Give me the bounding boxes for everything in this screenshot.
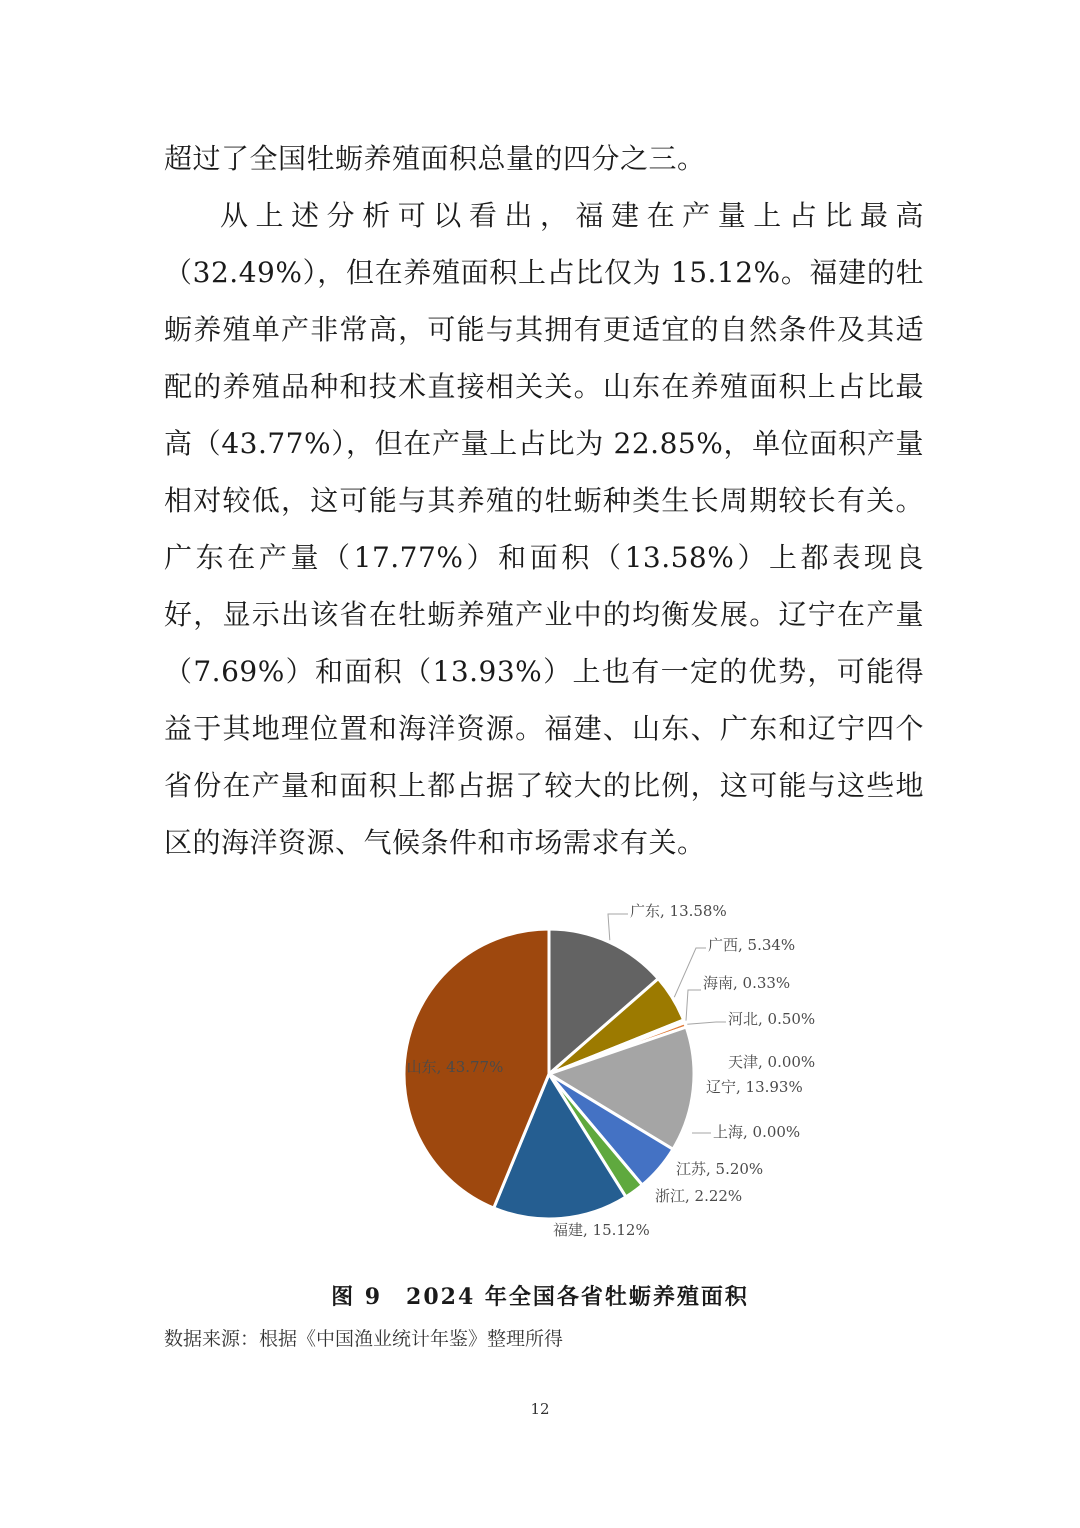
slice-label: 上海, 0.00% [713, 1123, 801, 1141]
leader-line [608, 914, 628, 940]
slice-label: 山东, 43.77% [406, 1058, 504, 1076]
slice-label: 福建, 15.12% [553, 1221, 650, 1239]
pie-chart-svg [390, 890, 860, 1255]
body-text [164, 130, 924, 871]
slice-label: 广东, 13.58% [630, 902, 727, 920]
slice-label: 海南, 0.33% [703, 974, 791, 992]
leader-line [686, 990, 701, 1021]
slice-label: 江苏, 5.20% [676, 1160, 764, 1178]
page-number: 12 [530, 1400, 550, 1418]
paragraph: 超过了全国牡蛎养殖面积总量的四分之三。 [164, 142, 706, 175]
paragraph: 从上述分析可以看出，福建在产量上占比最高（32.49%），但在养殖面积上占比仅为 15.12%。福建的牡蛎养殖单产非常高，可能与其拥有更适宜的自然条件及其适配的养殖品种和技术直接相关关。山东在养殖面积上占比最高（43.77%），但在产量上占比为 22.85%，单位面积产量相对较低，这可能与其养殖的牡蛎种类生长周期较长有关。广东在产量（17.77%）和面积（13.58%）上都表现良好，显示出该省在牡蛎养殖产业中的均衡发展。辽宁在产量（7.69%）和面积（13.93%）上也有一定的优势，可能得益于其地理位置和海洋资源。福建、山东、广东和辽宁四个省份在产量和面积上都占据了较大的比例，这可能与这些地区的海洋资源、气候条件和市场需求有关。 [164, 199, 924, 859]
slice-label: 辽宁, 13.93% [706, 1078, 803, 1096]
leader-line [687, 1022, 726, 1024]
data-source-note: 数据来源：根据《中国渔业统计年鉴》整理所得 [164, 1328, 564, 1350]
slice-label: 广西, 5.34% [708, 936, 796, 954]
slice-label: 河北, 0.50% [728, 1010, 816, 1028]
figure-caption: 图 9 2024 年全国各省牡蛎养殖面积 [331, 1284, 749, 1310]
slice-label: 天津, 0.00% [728, 1053, 816, 1071]
pie-chart [390, 890, 860, 1255]
slice-label: 浙江, 2.22% [655, 1187, 743, 1205]
